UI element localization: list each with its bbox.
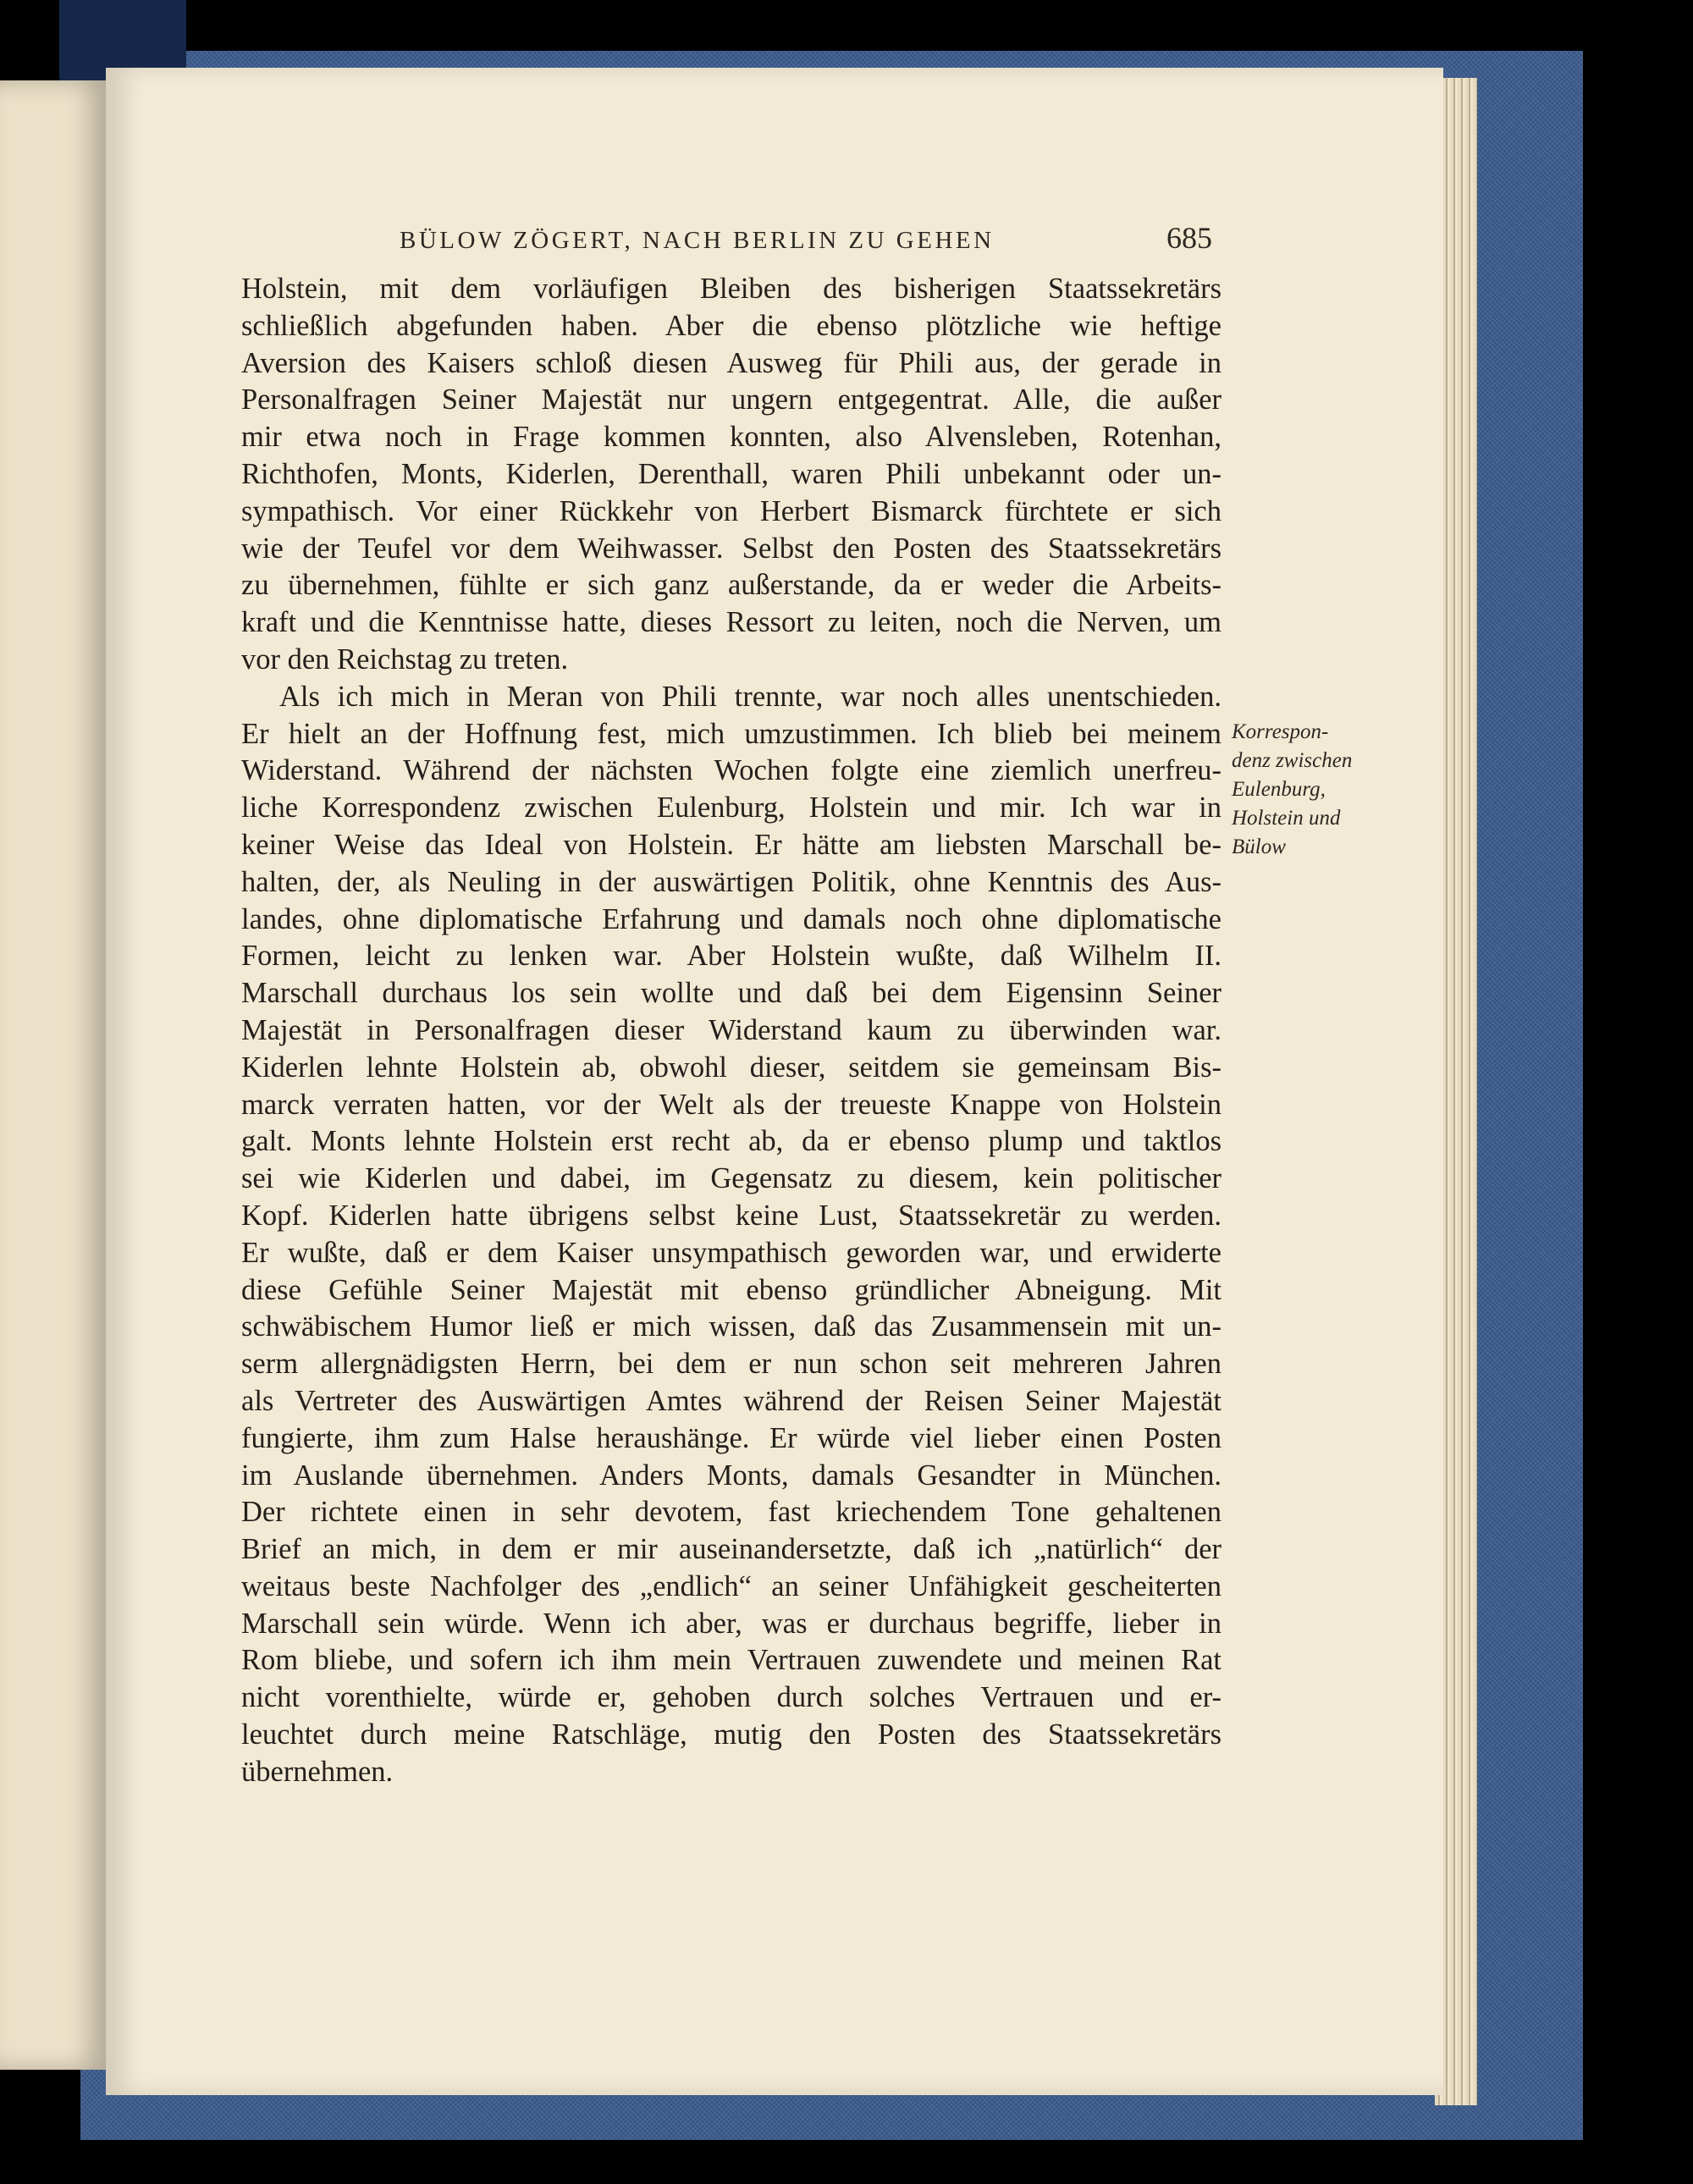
paragraph-2 [241, 679, 1221, 1791]
margin-note [1232, 718, 1401, 862]
text-line: Brief an mich, in dem er mir auseinandersetzte, daß ich „natürlich“ der [241, 1533, 1221, 1566]
page-header [400, 220, 1212, 262]
text-line: mir etwa noch in Frage kommen konnten, also Alvensleben, Rotenhan, [241, 421, 1221, 454]
text-line: diese Gefühle Seiner Majestät mit ebenso gründlicher Abneigung. Mit [241, 1273, 1221, 1306]
margin-note-line: Bülow [1232, 836, 1286, 858]
text-line: galt. Monts lehnte Holstein erst recht ab, da er ebenso plump und taktlos [241, 1125, 1221, 1158]
margin-note-line: Korrespon- [1232, 720, 1329, 743]
text-line: Formen, leicht zu lenken war. Aber Holstein wußte, daß Wilhelm II. [241, 940, 1221, 973]
left-page-edge [0, 80, 106, 2070]
text-line: Holstein, mit dem vorläufigen Bleiben des bisherigen Staatssekretärs [241, 273, 1221, 305]
text-line: Der richtete einen in sehr devotem, fast kriechendem Tone gehaltenen [241, 1496, 1221, 1529]
page-number: 685 [1166, 221, 1212, 255]
text-line: Aversion des Kaisers schloß diesen Ausweg für Phili aus, der gerade in [241, 346, 1221, 379]
text-line: Als ich mich in Meran von Phili trennte, war noch alles unentschieden. [279, 680, 1221, 713]
text-line: Marschall durchaus los sein wollte und daß bei dem Eigensinn Seiner [241, 977, 1221, 1010]
text-line: Richthofen, Monts, Kiderlen, Derenthall, waren Phili unbekannt oder un- [241, 457, 1221, 490]
text-line: halten, der, als Neuling in der auswärtigen Politik, ohne Kenntnis des Aus- [241, 865, 1221, 898]
text-line: kraft und die Kenntnisse hatte, dieses Ressort zu leiten, noch die Nerven, um [241, 606, 1221, 639]
text-line: als Vertreter des Auswärtigen Amtes während der Reisen Seiner Majestät [241, 1384, 1221, 1417]
text-line: sei wie Kiderlen und dabei, im Gegensatz zu diesem, kein politischer [241, 1162, 1221, 1195]
paragraph-1 [241, 271, 1221, 679]
text-line: nicht vorenthielte, würde er, gehoben durch solches Vertrauen und er- [241, 1681, 1221, 1714]
text-line: zu übernehmen, fühlte er sich ganz außerstande, da er weder die Arbeits- [241, 569, 1221, 602]
text-line: Majestät in Personalfragen dieser Widerstand kaum zu überwinden war. [241, 1013, 1221, 1046]
text-line: Kiderlen lehnte Holstein ab, obwohl dieser, seitdem sie gemeinsam Bis- [241, 1051, 1221, 1084]
margin-note-line: denz zwischen [1232, 749, 1353, 772]
text-line: schließlich abgefunden haben. Aber die ebenso plötzliche wie heftige [241, 309, 1221, 342]
text-line: im Auslande übernehmen. Anders Monts, damals Gesandter in München. [241, 1459, 1221, 1492]
margin-note-line: Eulenburg, [1232, 778, 1326, 801]
text-line: liche Korrespondenz zwischen Eulenburg, Holstein und mir. Ich war in [241, 791, 1221, 825]
text-line: weitaus beste Nachfolger des „endlich“ an seiner Unfähigkeit gescheiterten [241, 1569, 1221, 1602]
text-line: serm allergnädigsten Herrn, bei dem er nun schon seit mehreren Jahren [241, 1348, 1221, 1381]
text-line: Marschall sein würde. Wenn ich aber, was er durchaus begriffe, lieber in [241, 1607, 1221, 1640]
text-line: Er wußte, daß er dem Kaiser unsympathisch geworden war, und erwiderte [241, 1236, 1221, 1269]
text-line: schwäbischem Humor ließ er mich wissen, daß das Zusammensein mit un- [241, 1310, 1221, 1343]
text-line: Kopf. Kiderlen hatte übrigens selbst keine Lust, Staatssekretär zu werden. [241, 1199, 1221, 1232]
text-line: vor den Reichstag zu treten. [241, 643, 569, 676]
running-head: BÜLOW ZÖGERT, NACH BERLIN ZU GEHEN [400, 227, 995, 254]
text-line: keiner Weise das Ideal von Holstein. Er hätte am liebsten Marschall be- [241, 828, 1221, 861]
text-line: sympathisch. Vor einer Rückkehr von Herbert Bismarck fürchtete er sich [241, 494, 1221, 527]
text-line: Er hielt an der Hoffnung fest, mich umzustimmen. Ich blieb bei meinem [241, 717, 1221, 750]
text-line: marck verraten hatten, vor der Welt als der treueste Knappe von Holstein [241, 1088, 1221, 1121]
text-line: übernehmen. [241, 1755, 394, 1788]
text-line: Rom bliebe, und sofern ich ihm mein Vertrauen zuwendete und meinen Rat [241, 1644, 1221, 1677]
text-line: leuchtet durch meine Ratschläge, mutig den Posten des Staatssekretärs [241, 1718, 1221, 1751]
text-line: fungierte, ihm zum Halse heraushänge. Er würde viel lieber einen Posten [241, 1421, 1221, 1454]
text-line: Widerstand. Während der nächsten Wochen folgte eine ziemlich unerfreu- [241, 754, 1221, 787]
body-text [241, 271, 1221, 1791]
text-line: Personalfragen Seiner Majestät nur ungern entgegentrat. Alle, die außer [241, 383, 1221, 416]
text-line: wie der Teufel vor dem Weihwasser. Selbst den Posten des Staatssekretärs [241, 532, 1221, 565]
text-line: landes, ohne diplomatische Erfahrung und damals noch ohne diplomatische [241, 902, 1221, 935]
margin-note-line: Holstein und [1232, 807, 1341, 830]
